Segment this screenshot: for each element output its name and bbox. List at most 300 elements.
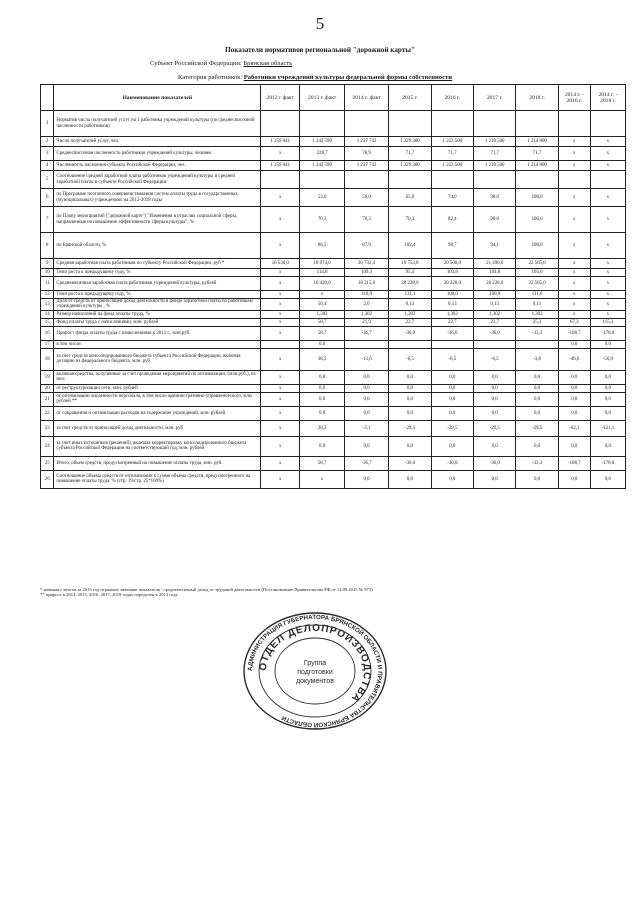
row-value: -178,0 bbox=[590, 456, 625, 470]
row-value bbox=[300, 171, 344, 189]
row-value: х bbox=[558, 299, 590, 311]
row-value: 71,7 bbox=[516, 147, 558, 161]
row-label: от оптимизации численности персонала, в том числе административно-управленческого, млн. рублей ** bbox=[54, 392, 261, 406]
row-value: 22,7 bbox=[431, 318, 473, 326]
col-header-name: Наименование показателей bbox=[54, 85, 261, 111]
row-value: х bbox=[261, 189, 300, 207]
row-value bbox=[389, 111, 431, 137]
row-value: -178,0 bbox=[590, 326, 625, 340]
row-value: -29,5 bbox=[431, 420, 473, 436]
row-value bbox=[389, 171, 431, 189]
row-value: 53,0 bbox=[300, 189, 344, 207]
row-value: х bbox=[558, 259, 590, 269]
row-value bbox=[516, 171, 558, 189]
row-value: 38,5 bbox=[300, 348, 344, 370]
row-number: 13 bbox=[41, 299, 54, 311]
row-number: 1 bbox=[41, 111, 54, 137]
row-value: 82,4 bbox=[431, 207, 473, 233]
row-number: 11 bbox=[41, 277, 54, 291]
row-value: 0,0 bbox=[558, 340, 590, 348]
row-value: -36,0 bbox=[431, 326, 473, 340]
row-value bbox=[474, 111, 516, 137]
row-value bbox=[344, 340, 388, 348]
table-row bbox=[41, 277, 626, 291]
table-row bbox=[41, 291, 626, 299]
table-row bbox=[41, 147, 626, 161]
row-value: х bbox=[590, 137, 625, 147]
col-header: 2015 г. bbox=[389, 85, 431, 111]
row-value: х bbox=[590, 189, 625, 207]
row-value: 2,0 bbox=[344, 299, 388, 311]
row-value: 20 228,0 bbox=[389, 277, 431, 291]
row-value: 115,3 bbox=[590, 318, 625, 326]
row-value: х bbox=[558, 291, 590, 299]
row-value: х bbox=[261, 310, 300, 318]
row-number: 18 bbox=[41, 348, 54, 370]
table-row bbox=[41, 392, 626, 406]
row-value: 76,9 bbox=[344, 147, 388, 161]
row-value: 74,0 bbox=[431, 189, 473, 207]
row-value: 1 223 500 bbox=[431, 161, 473, 171]
stamp-inner-line: подготовки bbox=[297, 669, 333, 676]
row-value: 0,0 bbox=[344, 406, 388, 420]
row-value: 0,0 bbox=[590, 406, 625, 420]
row-number: 10 bbox=[41, 269, 54, 277]
row-value: 1 242 599 bbox=[300, 137, 344, 147]
row-value: -56,9 bbox=[590, 348, 625, 370]
row-value: -33,3 bbox=[516, 456, 558, 470]
row-value: 109,3 bbox=[344, 269, 388, 277]
row-value: х bbox=[261, 299, 300, 311]
row-value: 100,0 bbox=[431, 291, 473, 299]
row-value: 1,302 bbox=[300, 310, 344, 318]
row-value: 100,0 bbox=[516, 189, 558, 207]
row-value: 0,0 bbox=[431, 370, 473, 384]
col-header: 2014 г. - 2018 г. bbox=[590, 85, 625, 111]
row-value bbox=[474, 340, 516, 348]
subject-label: Субъект Российской Федерации: bbox=[150, 60, 242, 67]
subject-line bbox=[150, 60, 292, 67]
table-row bbox=[41, 189, 626, 207]
table-row bbox=[41, 456, 626, 470]
table-row bbox=[41, 111, 626, 137]
row-value: 0,0 bbox=[474, 392, 516, 406]
row-value: х bbox=[558, 269, 590, 277]
row-value bbox=[431, 111, 473, 137]
page-number: 5 bbox=[315, 14, 325, 33]
row-value: -29,5 bbox=[389, 420, 431, 436]
row-value: х bbox=[261, 436, 300, 456]
row-label: включая средства, полученные за счет проведения мероприятий по оптимизации, (млн.руб.), из них: bbox=[54, 370, 261, 384]
row-label: Число получателей услуг, чел. bbox=[54, 137, 261, 147]
row-value: 20 228,0 bbox=[474, 277, 516, 291]
row-value: х bbox=[590, 207, 625, 233]
row-value: 21,9 bbox=[344, 318, 388, 326]
row-value: 0,0 bbox=[389, 470, 431, 488]
row-value: х bbox=[261, 326, 300, 340]
row-label: Соотношение средней заработной платы работников учреждений культуры и средней заработной платы в субъекте Российской Федерации: bbox=[54, 171, 261, 189]
row-value: 228,7 bbox=[300, 147, 344, 161]
row-value: 0,0 bbox=[431, 436, 473, 456]
row-value: 0,0 bbox=[431, 406, 473, 420]
row-value: 90,0 bbox=[474, 207, 516, 233]
row-label: Темп роста к предыдущему году, % bbox=[54, 269, 261, 277]
row-value: 0,0 bbox=[389, 436, 431, 456]
row-value: 0,0 bbox=[590, 384, 625, 392]
row-value: 0,0 bbox=[474, 406, 516, 420]
row-value: х bbox=[558, 161, 590, 171]
row-number: 24 bbox=[41, 436, 54, 456]
row-number: 14 bbox=[41, 310, 54, 318]
row-value bbox=[261, 171, 300, 189]
stamp-inner-line: Группа bbox=[303, 660, 327, 667]
row-number: 8 bbox=[41, 233, 54, 259]
row-value: -6,5 bbox=[389, 348, 431, 370]
row-value: 0,0 bbox=[516, 370, 558, 384]
row-value: 94,1 bbox=[474, 233, 516, 259]
row-value: 110,9 bbox=[344, 291, 388, 299]
row-value: 87,9 bbox=[344, 233, 388, 259]
row-label: от реструктуризации сети, млн. рублей bbox=[54, 384, 261, 392]
row-value: 58,7 bbox=[300, 318, 344, 326]
row-value: 0,11 bbox=[516, 299, 558, 311]
row-value: 22,7 bbox=[474, 318, 516, 326]
footnotes bbox=[40, 587, 630, 598]
row-value: -6,5 bbox=[474, 348, 516, 370]
row-value: -121,1 bbox=[590, 420, 625, 436]
row-label: за счет иных источников (решений), включая корректировку консолидированного бюджета субъекта Российской Федерации на соответствующий год, млн. рублей bbox=[54, 436, 261, 456]
row-value: 1 242 599 bbox=[300, 161, 344, 171]
subject-value: Брянская область bbox=[243, 60, 293, 67]
row-value: 0,0 bbox=[558, 436, 590, 456]
row-value: 58,7 bbox=[300, 326, 344, 340]
row-number: 22 bbox=[41, 406, 54, 420]
row-value: -29,5 bbox=[516, 420, 558, 436]
row-value: 0,0 bbox=[300, 406, 344, 420]
row-number: 15 bbox=[41, 318, 54, 326]
row-value bbox=[558, 111, 590, 137]
row-value: 0,0 bbox=[558, 406, 590, 420]
row-value: 22 565,0 bbox=[516, 259, 558, 269]
row-value: 0,0 bbox=[590, 436, 625, 456]
row-value: 0,0 bbox=[516, 436, 558, 456]
row-value: -29,5 bbox=[474, 420, 516, 436]
table-header-row bbox=[41, 85, 626, 111]
row-value: 0,0 bbox=[474, 384, 516, 392]
col-header: 2012 г факт bbox=[261, 85, 300, 111]
row-number: 2 bbox=[41, 137, 54, 147]
row-value: 114,8 bbox=[300, 269, 344, 277]
row-value: 0,0 bbox=[590, 340, 625, 348]
row-value: 0,0 bbox=[431, 470, 473, 488]
table-row bbox=[41, 420, 626, 436]
row-label: Доля от средств от приносящей доход деятельности в фонде заработной платы по работникам учреждений культуры , % bbox=[54, 299, 261, 311]
row-label: по Плану мероприятий ("дорожной карте") "Изменения в отраслях социальной сферы, направленные на повышение эффективности сферы культуры", % bbox=[54, 207, 261, 233]
row-value: 111,1 bbox=[389, 291, 431, 299]
row-value: х bbox=[558, 147, 590, 161]
footnote: * начиная с итогов за 2015 год отражено значение показателя - среднемесячный доход от трудовой деятельности (Постановление Правительства РФ от 14.09.2015 № 973) bbox=[40, 587, 373, 592]
row-value bbox=[300, 111, 344, 137]
row-value: -36,0 bbox=[389, 456, 431, 470]
row-label: за счет средств от приносящей доход деятельности, млн. руб bbox=[54, 420, 261, 436]
document-title: Показатели нормативов региональной "дорожной карты" bbox=[225, 46, 415, 54]
row-value: х bbox=[261, 318, 300, 326]
row-value: 0,0 bbox=[590, 470, 625, 488]
col-header: 2014 г. факт bbox=[344, 85, 388, 111]
row-number: 16 bbox=[41, 326, 54, 340]
col-header bbox=[41, 85, 54, 111]
row-value: х bbox=[261, 207, 300, 233]
table-row bbox=[41, 384, 626, 392]
table-row bbox=[41, 436, 626, 456]
table-row bbox=[41, 310, 626, 318]
row-value: 70,3 bbox=[389, 207, 431, 233]
table-row bbox=[41, 207, 626, 233]
row-number: 4 bbox=[41, 161, 54, 171]
table-row bbox=[41, 161, 626, 171]
row-value: х bbox=[590, 233, 625, 259]
row-value: 0,0 bbox=[344, 436, 388, 456]
row-value bbox=[431, 171, 473, 189]
stamp-outer-text: АДМИНИСТРАЦИЯ ГУБЕРНАТОРА БРЯНСКОЙ ОБЛАСТИ И ПРАВИТЕЛЬСТВА БРЯНСКОЙ ОБЛАСТИ bbox=[246, 613, 384, 729]
row-value: 102,4 bbox=[389, 233, 431, 259]
row-value: 1 223 500 bbox=[431, 137, 473, 147]
row-value: 0,0 bbox=[516, 406, 558, 420]
col-header: 2017 г. bbox=[474, 85, 516, 111]
row-value: 0,0 bbox=[474, 436, 516, 456]
row-label: Норматив числа получателей услуг на 1 работника учреждений культуры (по среднесписочной численности работников) bbox=[54, 111, 261, 137]
row-value: х bbox=[590, 259, 625, 269]
row-value: х bbox=[590, 269, 625, 277]
row-value bbox=[474, 171, 516, 189]
row-label: по Брянской области, % bbox=[54, 233, 261, 259]
row-label: Соотношение объема средств от оптимизации к сумме объема средств, предусмотренного на повышение оплаты труда, % (стр. 19/стр. 25*100%) bbox=[54, 470, 261, 488]
row-value: 0,0 bbox=[474, 470, 516, 488]
office-stamp bbox=[222, 612, 408, 730]
row-value: 71,7 bbox=[431, 147, 473, 161]
row-value: 20 732,4 bbox=[344, 259, 388, 269]
row-value: х bbox=[558, 207, 590, 233]
row-value: 0,0 bbox=[344, 392, 388, 406]
row-value: -3,8 bbox=[516, 348, 558, 370]
row-value: 0,0 bbox=[558, 384, 590, 392]
row-number: 3 bbox=[41, 147, 54, 161]
row-value: 0,0 bbox=[300, 384, 344, 392]
row-value: 22 565,0 bbox=[516, 277, 558, 291]
row-value: -6,5 bbox=[431, 348, 473, 370]
row-number: 17 bbox=[41, 340, 54, 348]
row-value: 1 218 500 bbox=[474, 137, 516, 147]
row-value: х bbox=[261, 291, 300, 299]
row-label: Среднесписочная численность работников учреждений культуры, человек bbox=[54, 147, 261, 161]
row-value: 1 259 041 bbox=[261, 137, 300, 147]
row-value: 0,0 bbox=[300, 370, 344, 384]
table-body bbox=[41, 111, 626, 489]
row-value: х bbox=[590, 310, 625, 318]
table-row bbox=[41, 259, 626, 269]
table-row bbox=[41, 318, 626, 326]
row-value: 0,0 bbox=[590, 370, 625, 384]
row-value: 1,302 bbox=[516, 310, 558, 318]
row-value: 19 753,8 bbox=[389, 259, 431, 269]
row-value: х bbox=[590, 147, 625, 161]
row-value: х bbox=[261, 370, 300, 384]
row-value: 104,8 bbox=[474, 269, 516, 277]
row-value bbox=[261, 111, 300, 137]
row-value: 16 420,0 bbox=[300, 277, 344, 291]
row-value: х bbox=[261, 420, 300, 436]
row-number: 21 bbox=[41, 392, 54, 406]
row-label: за счет средств консолидированного бюджета субъекта Российской Федерации, включая дотацию из федерального бюджета, млн. руб. bbox=[54, 348, 261, 370]
row-value: 1 229 300 bbox=[389, 137, 431, 147]
row-value: 103,8 bbox=[431, 269, 473, 277]
row-value: 0,0 bbox=[558, 392, 590, 406]
row-value: х bbox=[300, 470, 344, 488]
row-number: 19 bbox=[41, 370, 54, 384]
row-number: 23 bbox=[41, 420, 54, 436]
row-value: 90,0 bbox=[474, 189, 516, 207]
row-value: х bbox=[590, 277, 625, 291]
row-value: 0,0 bbox=[300, 436, 344, 456]
table-row bbox=[41, 233, 626, 259]
table-row bbox=[41, 340, 626, 348]
row-number: 6 bbox=[41, 189, 54, 207]
row-value: 0,0 bbox=[431, 384, 473, 392]
row-number: 5 bbox=[41, 171, 54, 189]
row-value: 70,3 bbox=[300, 207, 344, 233]
row-value: -62,1 bbox=[558, 420, 590, 436]
row-value: 0,0 bbox=[300, 392, 344, 406]
row-value: 0,0 bbox=[344, 384, 388, 392]
row-value: 25,3 bbox=[516, 318, 558, 326]
row-value: 58,7 bbox=[300, 456, 344, 470]
row-value: 1 237 742 bbox=[344, 137, 388, 147]
table-row bbox=[41, 137, 626, 147]
row-value: -36,7 bbox=[344, 326, 388, 340]
row-value bbox=[590, 111, 625, 137]
row-value: х bbox=[261, 384, 300, 392]
row-value: х bbox=[261, 470, 300, 488]
row-value: х bbox=[261, 392, 300, 406]
row-label: Размер начислений на фонд оплаты труда, % bbox=[54, 310, 261, 318]
row-value: х bbox=[261, 456, 300, 470]
row-value: 67,3 bbox=[558, 318, 590, 326]
row-value bbox=[590, 171, 625, 189]
row-value: 59,0 bbox=[344, 189, 388, 207]
row-value: 0,0 bbox=[474, 370, 516, 384]
row-value: х bbox=[261, 147, 300, 161]
row-value: 0,0 bbox=[389, 370, 431, 384]
row-value: х bbox=[558, 233, 590, 259]
row-value bbox=[516, 340, 558, 348]
row-value: 1,302 bbox=[431, 310, 473, 318]
row-value: 0,0 bbox=[389, 392, 431, 406]
row-value: 65,0 bbox=[389, 189, 431, 207]
category-label: Категория работников: bbox=[178, 74, 243, 81]
row-value: 86,5 bbox=[300, 233, 344, 259]
row-value: 100,0 bbox=[516, 233, 558, 259]
row-value: 0,0 bbox=[558, 470, 590, 488]
row-value bbox=[389, 340, 431, 348]
table-row bbox=[41, 269, 626, 277]
row-value: -13,6 bbox=[344, 348, 388, 370]
row-label: Средняя заработная плата работников по субъекту Российской Федерации, руб * bbox=[54, 259, 261, 269]
row-value: 1 237 742 bbox=[344, 161, 388, 171]
row-value: х bbox=[558, 277, 590, 291]
row-value: 100,0 bbox=[516, 207, 558, 233]
row-value: 21 490,0 bbox=[474, 259, 516, 269]
row-value: 0,0 bbox=[344, 470, 388, 488]
row-value: 70,3 bbox=[344, 207, 388, 233]
row-value: 1 214 800 bbox=[516, 161, 558, 171]
row-label: Фонд оплаты труда с начислениями, млн. рублей bbox=[54, 318, 261, 326]
row-value: 71,7 bbox=[389, 147, 431, 161]
row-value: 20,2 bbox=[300, 420, 344, 436]
row-value: 20 500,0 bbox=[431, 259, 473, 269]
table-row bbox=[41, 348, 626, 370]
row-value: х bbox=[558, 310, 590, 318]
row-value: 1,302 bbox=[474, 310, 516, 318]
row-value: 105,0 bbox=[516, 269, 558, 277]
stamp-inner-line: документов bbox=[296, 678, 334, 685]
row-value: 18 974,0 bbox=[300, 259, 344, 269]
row-value: 0,0 bbox=[516, 392, 558, 406]
row-value: 0,0 bbox=[516, 384, 558, 392]
row-value: х bbox=[590, 291, 625, 299]
row-number: 7 bbox=[41, 207, 54, 233]
footnote: ** прирост в 2014, 2015, 2016, 2017, 2018 годах определен к 2013 году bbox=[40, 592, 178, 598]
row-label: Итого, объем средств, предусмотренный на повышение оплаты труда, млн. руб. bbox=[54, 456, 261, 470]
row-value: 1 259 041 bbox=[261, 161, 300, 171]
table-row bbox=[41, 171, 626, 189]
indicators-table bbox=[40, 84, 626, 489]
row-value bbox=[431, 340, 473, 348]
row-label: в том числе: bbox=[54, 340, 261, 348]
row-label: Темп роста к предыдущему году, % bbox=[54, 291, 261, 299]
row-value: 0,13 bbox=[431, 299, 473, 311]
row-value: 0,0 bbox=[558, 370, 590, 384]
table-row bbox=[41, 406, 626, 420]
row-value bbox=[344, 111, 388, 137]
col-header: 2014 г. - 2016 г. bbox=[558, 85, 590, 111]
row-label: Численность населения субъекта Российской Федерации, чел. bbox=[54, 161, 261, 171]
row-value: 22,7 bbox=[389, 318, 431, 326]
row-value: -36,0 bbox=[431, 456, 473, 470]
row-value: 1 214 800 bbox=[516, 137, 558, 147]
row-value bbox=[344, 171, 388, 189]
row-value: 111,6 bbox=[516, 291, 558, 299]
row-value: -36,0 bbox=[474, 456, 516, 470]
row-value: х bbox=[300, 291, 344, 299]
table-row bbox=[41, 299, 626, 311]
row-value: 1,302 bbox=[389, 310, 431, 318]
row-value: -3,1 bbox=[344, 420, 388, 436]
row-value: 0,13 bbox=[389, 299, 431, 311]
row-value: -36,7 bbox=[344, 456, 388, 470]
table-row bbox=[41, 470, 626, 488]
row-label: по Программе поэтапного совершенствования систем оплаты труда в государственных (муниципальных) учреждениях на 2012-2018 годы bbox=[54, 189, 261, 207]
row-value: х bbox=[558, 189, 590, 207]
row-value: 1 229 300 bbox=[389, 161, 431, 171]
category-value: Работники учреждений культуры федеральной формы собственности bbox=[243, 74, 453, 81]
row-value bbox=[516, 111, 558, 137]
stamp-middle-text: ОТДЕЛ ДЕЛОПРОИЗВОДСТВА bbox=[257, 622, 373, 705]
row-value: 95,3 bbox=[389, 269, 431, 277]
col-header: 2013 г. факт bbox=[300, 85, 344, 111]
row-number: 12 bbox=[41, 291, 54, 299]
row-label: Прирост фонда оплаты труда с начислениями к 2013 г., млн.руб. bbox=[54, 326, 261, 340]
table-row bbox=[41, 326, 626, 340]
